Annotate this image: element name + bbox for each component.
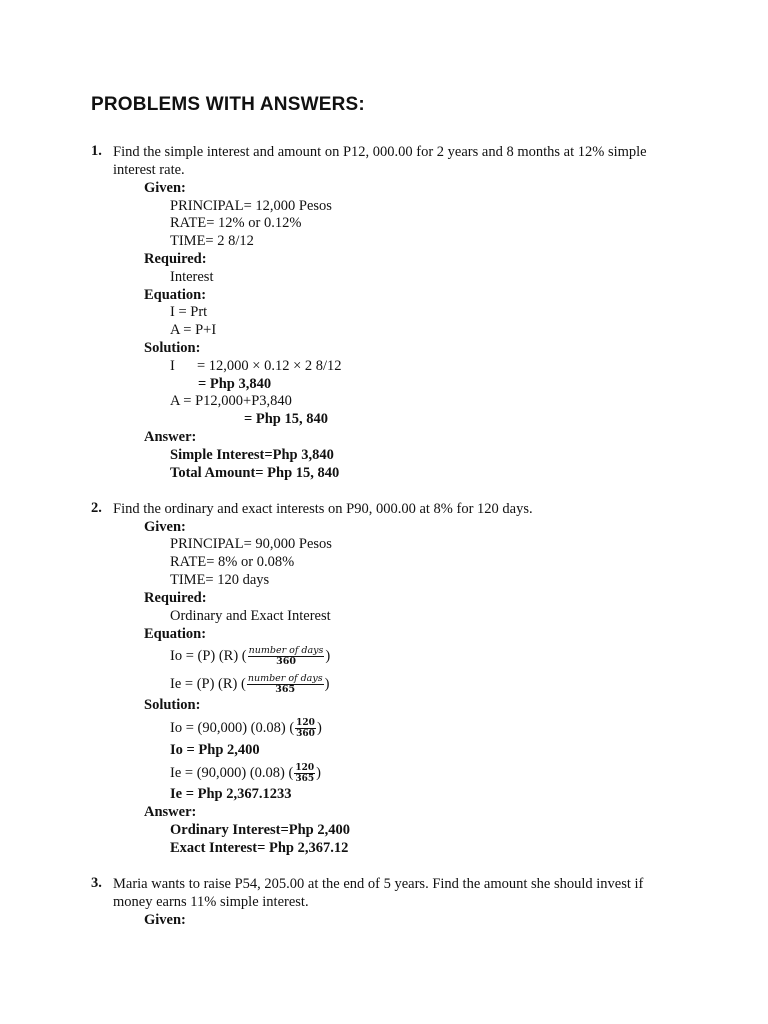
solution-step: = 12,000 × 0.12 × 2 8/12 [197,358,342,374]
solution-text: ) [316,764,321,781]
solution-text: Ie = (90,000) (0.08) ( [170,764,294,781]
section-label: Equation: [144,626,207,642]
given-item: PRINCIPAL= 12,000 Pesos [170,198,332,214]
problem-number: 2. [91,500,102,516]
equation-text: ) [324,675,330,692]
solution-step [170,718,322,739]
fraction-numerator: number of days [247,673,323,684]
section-label: Given: [144,912,186,928]
problem-number: 3. [91,875,102,891]
fraction-numerator: number of days [248,645,324,656]
equation-text: ) [325,647,331,664]
solution-step: I [170,358,175,374]
problem-text: interest rate. [113,162,185,178]
solution-step [170,763,321,784]
required-item: Interest [170,269,214,285]
section-label: Given: [144,519,186,535]
solution-step: A = P12,000+P3,840 [170,393,292,409]
equation-text: Io = (P) (R) ( [170,647,247,664]
fraction-denominator: 365 [295,774,315,784]
fraction-denominator: 360 [276,656,296,667]
fraction [295,718,316,739]
equation-ordinary [170,646,330,667]
given-item: TIME= 120 days [170,572,270,588]
problem-text: Find the ordinary and exact interests on P90, 000.00 at 8% for 120 days. [113,501,533,517]
solution-result: Ie = Php 2,367.1233 [170,786,292,802]
fraction-numerator: 120 [296,718,315,728]
solution-result: Io = Php 2,400 [170,742,260,758]
given-item: PRINCIPAL= 90,000 Pesos [170,536,332,552]
given-item: RATE= 12% or 0.12% [170,215,302,231]
answer-item: Exact Interest= Php 2,367.12 [170,840,349,856]
fraction [248,646,325,667]
answer-item: Simple Interest=Php 3,840 [170,447,334,463]
fraction-denominator: 360 [296,729,315,739]
solution-result: = Php 3,840 [198,376,272,392]
equation: I = Prt [170,304,208,320]
problem-text: Find the simple interest and amount on P12, 000.00 for 2 years and 8 months at 12% simple [113,144,647,160]
solution-text: Io = (90,000) (0.08) ( [170,719,295,736]
section-label: Required: [144,590,207,606]
fraction-numerator: 120 [295,763,315,773]
page-title: PROBLEMS WITH ANSWERS: [91,94,365,115]
given-item: RATE= 8% or 0.08% [170,554,295,570]
section-label: Solution: [144,340,201,356]
equation-text: Ie = (P) (R) ( [170,675,246,692]
equation: A = P+I [170,322,217,338]
fraction-denominator: 365 [275,684,296,695]
fraction [247,674,324,695]
problem-number: 1. [91,143,102,159]
problem-text: money earns 11% simple interest. [113,894,309,910]
answer-item: Total Amount= Php 15, 840 [170,465,340,481]
given-item: TIME= 2 8/12 [170,233,254,249]
fraction [294,763,315,784]
section-label: Solution: [144,697,201,713]
section-label: Given: [144,180,186,196]
solution-text: ) [316,719,322,736]
section-label: Answer: [144,804,197,820]
section-label: Equation: [144,287,207,303]
equation-exact [170,674,329,695]
section-label: Answer: [144,429,197,445]
solution-result: = Php 15, 840 [244,411,328,427]
section-label: Required: [144,251,207,267]
problem-text: Maria wants to raise P54, 205.00 at the end of 5 years. Find the amount she should invest if [113,876,644,892]
required-item: Ordinary and Exact Interest [170,608,331,624]
answer-item: Ordinary Interest=Php 2,400 [170,822,350,838]
